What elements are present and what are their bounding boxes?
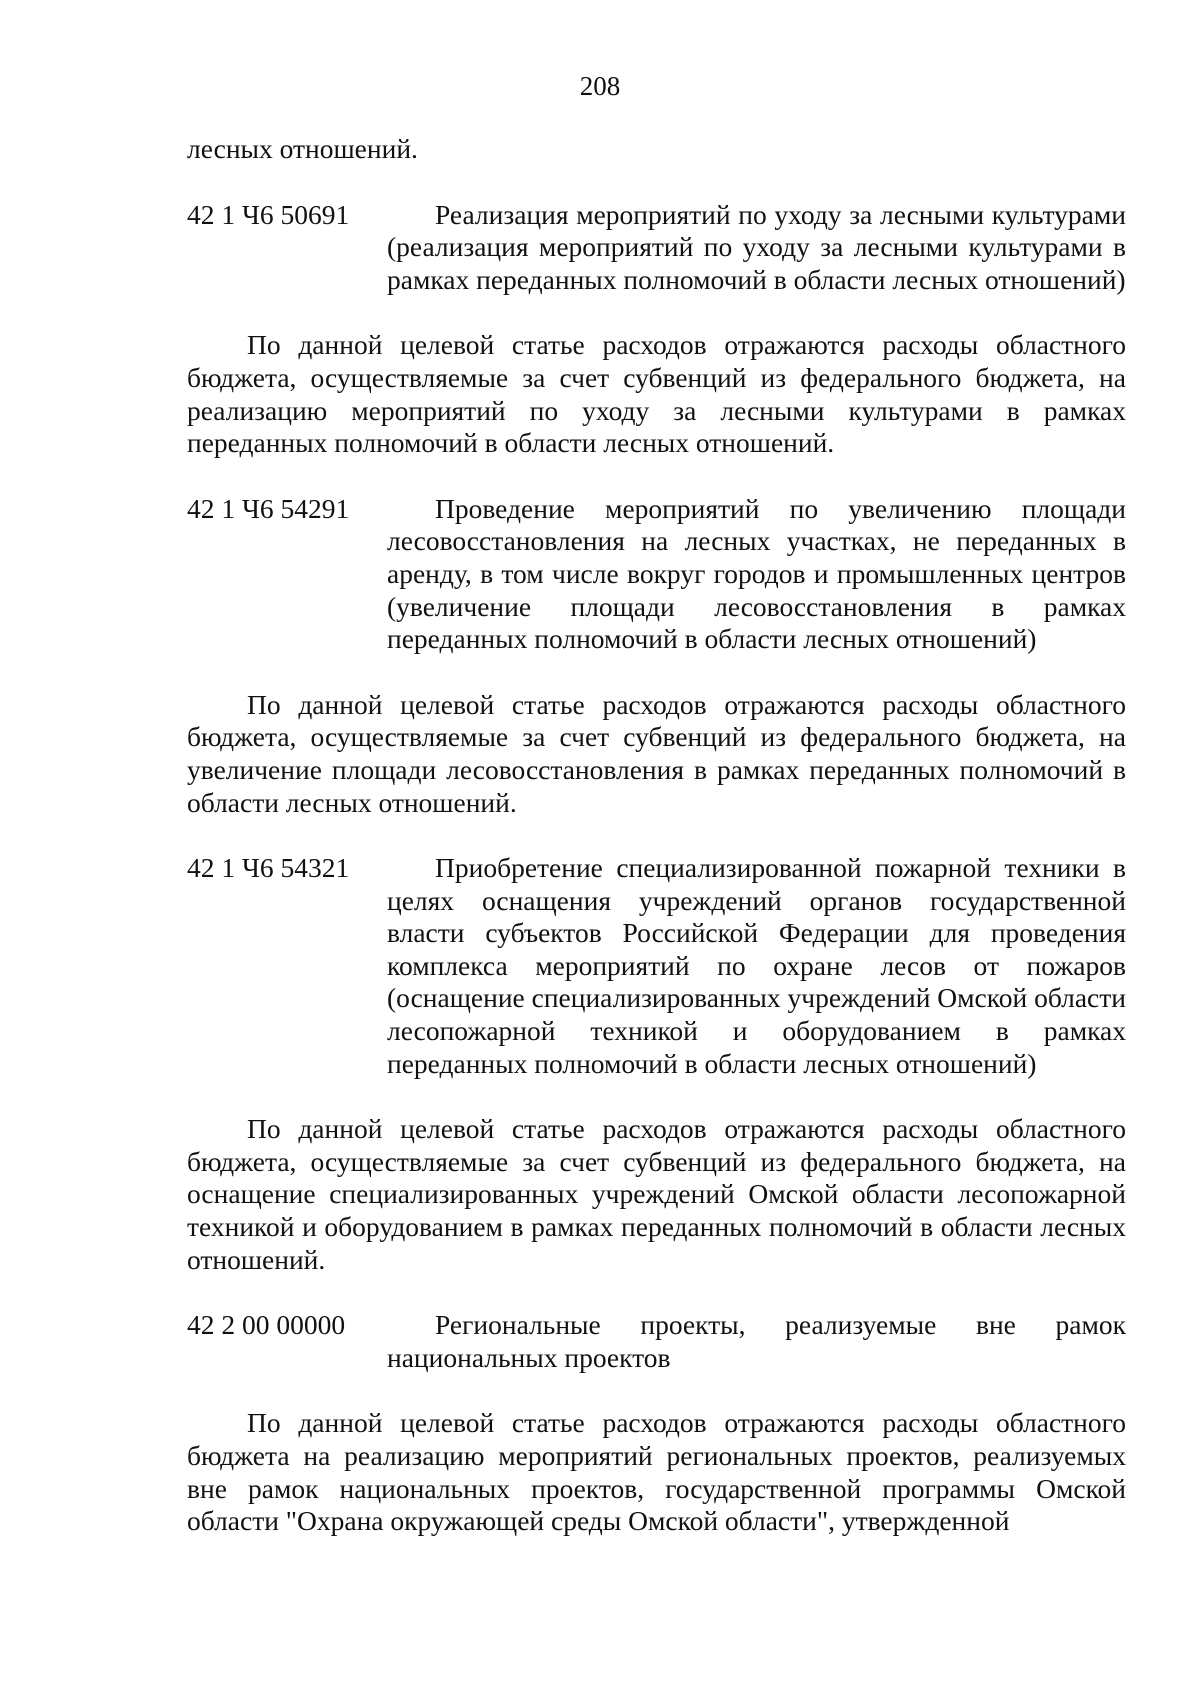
budget-entry-paragraph: По данной целевой статье расходов отражаются расходы областного бюджета, осуществляемые за счет субвенций из федерального бюджета, на реализацию мероприятий по уходу за лесными культурами в рамках переданных полномочий в области лесных отношений. (187, 329, 1126, 459)
budget-entry-title: Реализация мероприятий по уходу за лесными культурами (реализация мероприятий по уходу за лесными культурами в рамках переданных полномочий в области лесных отношений) (387, 198, 1126, 295)
budget-entry-paragraph: По данной целевой статье расходов отражаются расходы областного бюджета на реализацию мероприятий региональных проектов, реализуемых вне рамок национальных проектов, государственной программы Омской области "Охрана окружающей среды Омской области", утвержденной (187, 1407, 1126, 1537)
budget-entry (187, 199, 1126, 297)
page-number: 208 (579, 71, 621, 101)
budget-entry (187, 1309, 1126, 1374)
budget-code: 42 1 Ч6 54291 (187, 492, 350, 524)
budget-entry (187, 852, 1126, 1080)
budget-code: 42 1 Ч6 54321 (187, 852, 350, 884)
budget-entry-title: Проведение мероприятий по увеличению площади лесовосстановления на лесных участках, не переданных в аренду, в том числе вокруг городов и промышленных центров (увеличение площади лесовосстановления в рамках переданных полномочий в области лесных отношений) (387, 492, 1126, 655)
budget-code: 42 1 Ч6 50691 (187, 198, 350, 230)
continuation-text: лесных отношений. (187, 133, 418, 164)
budget-entry (187, 493, 1126, 656)
document-body (187, 133, 1126, 1538)
budget-entry-paragraph: По данной целевой статье расходов отражаются расходы областного бюджета, осуществляемые за счет субвенций из федерального бюджета, на увеличение площади лесовосстановления в рамках переданных полномочий в области лесных отношений. (187, 688, 1126, 818)
budget-entry-paragraph: По данной целевой статье расходов отражаются расходы областного бюджета, осуществляемые за счет субвенций из федерального бюджета, на оснащение специализированных учреждений Омской области лесопожарной техникой и оборудованием в рамках переданных полномочий в области лесных отношений. (187, 1113, 1126, 1275)
budget-entry-title: Приобретение специализированной пожарной техники в целях оснащения учреждений органов государственной власти субъектов Российской Федерации для проведения комплекса мероприятий по охране лесов от пожаров (оснащение специализированных учреждений Омской области лесопожарной техникой и оборудованием в рамках переданных полномочий в области лесных отношений) (387, 852, 1126, 1079)
budget-entry-title: Региональные проекты, реализуемые вне рамок национальных проектов (387, 1309, 1126, 1373)
budget-code: 42 2 00 00000 (187, 1309, 346, 1341)
